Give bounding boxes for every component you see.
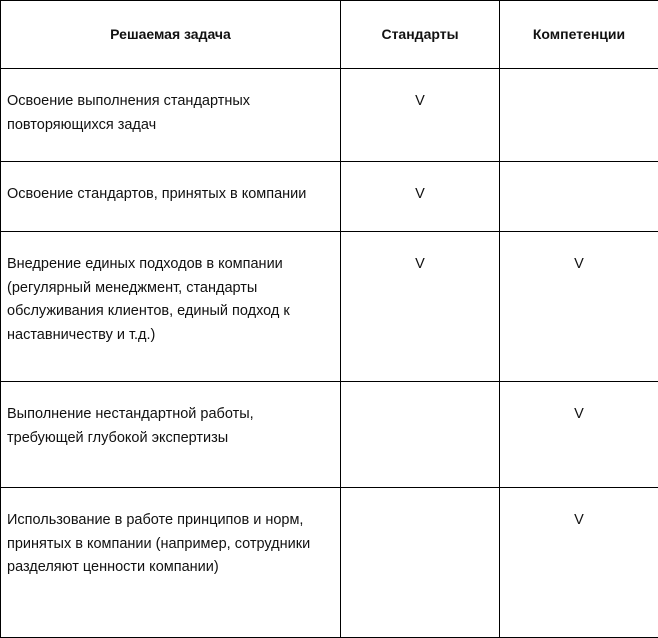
task-cell: Освоение стандартов, принятых в компании <box>1 162 341 232</box>
competencies-mark: V <box>500 232 658 382</box>
header-competencies: Компетенции <box>500 1 658 69</box>
table-row <box>1 69 658 162</box>
standards-mark <box>341 382 500 488</box>
competencies-mark <box>500 162 658 232</box>
table-row <box>1 382 658 488</box>
header-row <box>1 1 658 69</box>
standards-mark: V <box>341 162 500 232</box>
competencies-mark: V <box>500 382 658 488</box>
standards-mark: V <box>341 69 500 162</box>
task-cell: Выполнение нестандартной работы, требующей глубокой экспертизы <box>1 382 341 488</box>
header-standards: Стандарты <box>341 1 500 69</box>
standards-mark: V <box>341 232 500 382</box>
task-cell: Использование в работе принципов и норм, принятых в компании (например, сотрудники разделяют ценности компании) <box>1 488 341 638</box>
competencies-mark <box>500 69 658 162</box>
table-row <box>1 162 658 232</box>
table-row <box>1 488 658 638</box>
task-cell: Освоение выполнения стандартных повторяющихся задач <box>1 69 341 162</box>
competencies-mark: V <box>500 488 658 638</box>
standards-mark <box>341 488 500 638</box>
header-task: Решаемая задача <box>1 1 341 69</box>
task-cell: Внедрение единых подходов в компании (регулярный менеджмент, стандарты обслуживания клиентов, единый подход к наставничеству и т.д.) <box>1 232 341 382</box>
table-row <box>1 232 658 382</box>
